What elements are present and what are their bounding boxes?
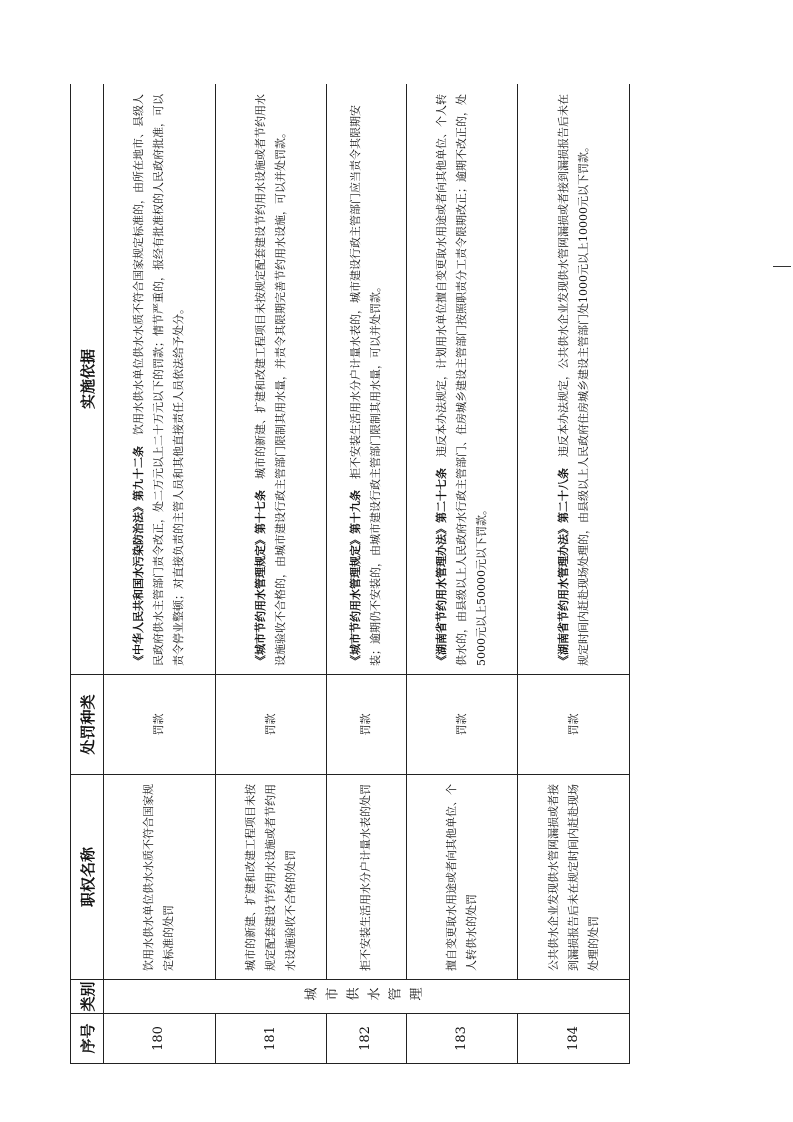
table-row (215, 84, 327, 1064)
law-name: 《中华人民共和国水污染防治法》 (132, 501, 146, 666)
header-category: 类别 (71, 980, 104, 1014)
row-name: 公共供水企业发现供水管网漏损或者接到漏损报告后未在规定时间内赶赴现场处理的处罚 (518, 775, 630, 980)
row-name: 城市的新建、扩建和改建工程项目未按规定配套建设节约用水设施或者节约用水设施验收不合格的处罚 (215, 775, 327, 980)
row-penalty-type: 罚款 (518, 675, 630, 775)
basis-text: 拒不安装生活用水分户计量水表的，城市建设行政主管部门应当责令其限期安装；逾期仍不安装的，由城市建设行政主管部门限制其用水量，可以并处罚款。 (349, 105, 383, 666)
penalty-table (70, 84, 630, 1064)
law-name: 《城市节约用水管理规定》 (349, 534, 363, 666)
basis-text: 违反本办法规定，公共供水企业发现供水管网漏损或者接到漏损报告后未在规定时间内赶赴现场处理的，由县级以上人民政府住房城乡建设主管部门处1000元以上10000元以下罚款。 (556, 94, 590, 666)
table-row (104, 84, 216, 1064)
header-seq: 序号 (71, 1014, 104, 1064)
law-article: 第九十二条 (132, 446, 146, 501)
row-basis (406, 84, 518, 675)
law-article: 第二十七条 (434, 468, 448, 523)
law-article: 第十七条 (254, 490, 267, 534)
rotated-page-container (70, 84, 630, 1064)
basis-text: 违反本办法规定，计划用水单位擅自变更取水用途或者向其他单位、个人转供水的，由县级以上人民政府水行政主管部门、住房城乡建设主管部门按照职责分工责令限期改正；逾期不改正的，处5000元以上50000元以下罚款。 (434, 94, 488, 666)
category-label: 城市供水管理 (303, 988, 430, 1004)
row-name: 饮用水供水单位供水水质不符合国家规定标准的处罚 (104, 775, 216, 980)
law-article: 第十九条 (349, 490, 363, 534)
law-name: 《湖南省节约用水管理办法》 (556, 523, 570, 666)
table-row (327, 84, 406, 1064)
row-seq: 184 (518, 1014, 630, 1064)
header-penalty-type: 处罚种类 (71, 675, 104, 775)
basis-text: 城市的新建、扩建和改建工程项目未按规定配套建设节约用水设施或者节约用水设施验收不合格的，由城市建设行政主管部门限制其用水量，并责令其限期完善节约用水设施，可以并处罚款。 (254, 94, 287, 666)
basis-text: 饮用水供水单位供水水质不符合国家规定标准的，由所在地市、县级人民政府供水主管部门责令改正，处二万元以上二十万元以下的罚款；情节严重的，报经有批准权的人民政府批准，可以责令停业整顿；对直接负责的主管人员和其他直接责任人员依法给予处分。 (132, 94, 186, 666)
row-name: 擅自变更取水用途或者向其他单位、个人转供水的处罚 (406, 775, 518, 980)
page-edge-mark (773, 266, 791, 267)
row-basis (518, 84, 630, 675)
table-row (406, 84, 518, 1064)
table-header-row (71, 84, 104, 1064)
header-name: 职权名称 (71, 775, 104, 980)
row-name: 拒不安装生活用水分户计量水表的处罚 (327, 775, 406, 980)
row-seq: 180 (104, 1014, 216, 1064)
row-basis (104, 84, 216, 675)
row-penalty-type: 罚款 (406, 675, 518, 775)
law-article: 第二十八条 (556, 468, 570, 523)
law-name: 《湖南省节约用水管理办法》 (434, 523, 448, 666)
rotated-table-frame (70, 84, 630, 1064)
header-basis: 实施依据 (71, 84, 104, 675)
row-basis (215, 84, 327, 675)
row-seq: 181 (215, 1014, 327, 1064)
row-penalty-type: 罚款 (104, 675, 216, 775)
law-name: 《城市节约用水管理规定》 (254, 534, 267, 666)
row-basis (327, 84, 406, 675)
row-seq: 182 (327, 1014, 406, 1064)
category-cell (104, 980, 630, 1014)
row-seq: 183 (406, 1014, 518, 1064)
row-penalty-type: 罚款 (327, 675, 406, 775)
table-row (518, 84, 630, 1064)
row-penalty-type: 罚款 (215, 675, 327, 775)
